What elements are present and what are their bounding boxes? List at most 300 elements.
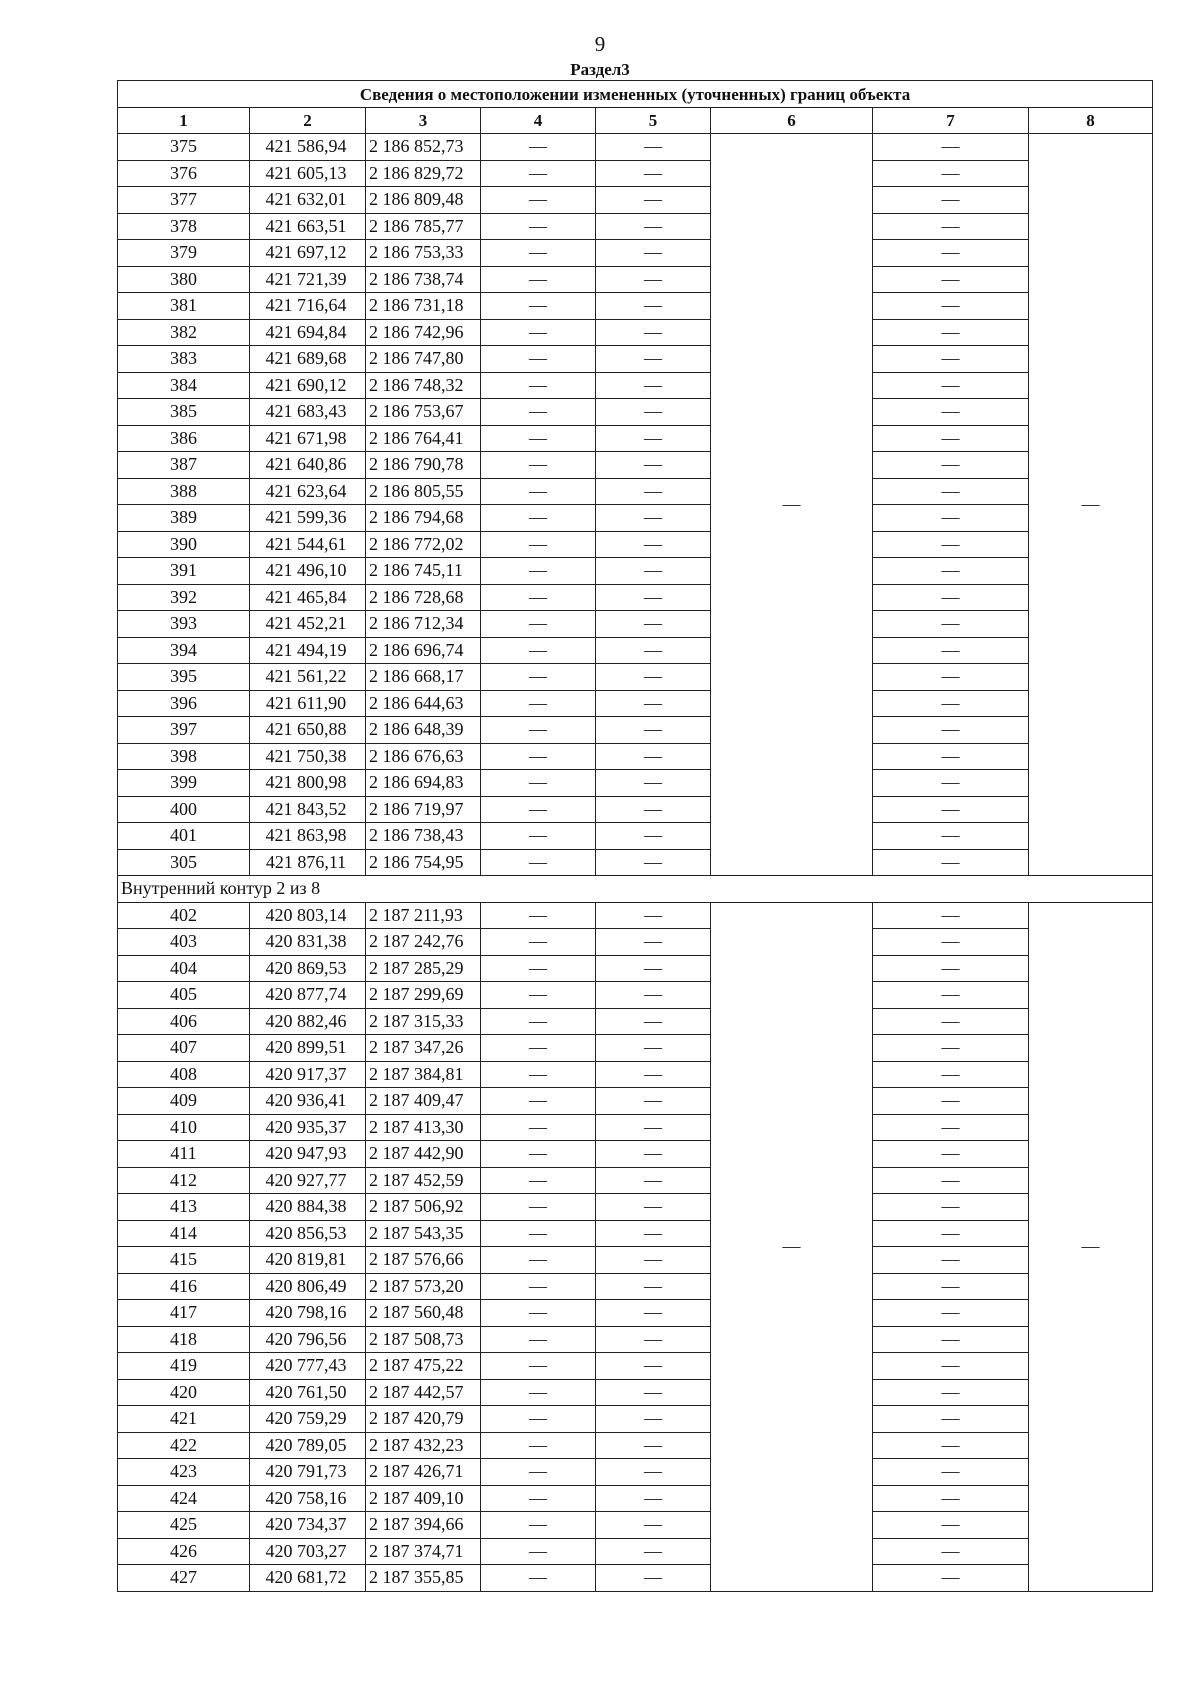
dash-cell: — [596, 531, 711, 558]
x-coordinate-cell: 421 494,19 [250, 637, 366, 664]
y-coordinate-cell: 2 186 772,02 [366, 531, 481, 558]
point-number-cell: 416 [118, 1273, 250, 1300]
dash-cell: — [481, 319, 596, 346]
y-coordinate-cell: 2 187 560,48 [366, 1300, 481, 1327]
point-number-cell: 418 [118, 1326, 250, 1353]
merged-column-8-cell: — [1029, 902, 1153, 1591]
dash-cell: — [481, 743, 596, 770]
dash-cell: — [873, 134, 1029, 161]
x-coordinate-cell: 421 586,94 [250, 134, 366, 161]
y-coordinate-cell: 2 186 764,41 [366, 425, 481, 452]
dash-cell: — [481, 1432, 596, 1459]
dash-cell: — [873, 929, 1029, 956]
x-coordinate-cell: 420 882,46 [250, 1008, 366, 1035]
dash-cell: — [481, 531, 596, 558]
dash-cell: — [481, 160, 596, 187]
dash-cell: — [873, 1379, 1029, 1406]
x-coordinate-cell: 421 605,13 [250, 160, 366, 187]
dash-cell: — [873, 770, 1029, 797]
x-coordinate-cell: 420 798,16 [250, 1300, 366, 1327]
y-coordinate-cell: 2 186 809,48 [366, 187, 481, 214]
table-row [118, 134, 1153, 161]
contour-label: Внутренний контур 2 из 8 [118, 876, 1153, 903]
table-row [118, 399, 1153, 426]
dash-cell: — [481, 1353, 596, 1380]
dash-cell: — [481, 505, 596, 532]
dash-cell: — [596, 1194, 711, 1221]
y-coordinate-cell: 2 187 299,69 [366, 982, 481, 1009]
dash-cell: — [596, 902, 711, 929]
dash-cell: — [873, 1114, 1029, 1141]
dash-cell: — [596, 849, 711, 876]
column-header: 4 [481, 108, 596, 134]
x-coordinate-cell: 420 759,29 [250, 1406, 366, 1433]
point-number-cell: 409 [118, 1088, 250, 1115]
dash-cell: — [596, 982, 711, 1009]
merged-column-8-cell: — [1029, 134, 1153, 876]
table-row [118, 1379, 1153, 1406]
x-coordinate-cell: 421 843,52 [250, 796, 366, 823]
dash-cell: — [873, 187, 1029, 214]
dash-cell: — [873, 1008, 1029, 1035]
y-coordinate-cell: 2 187 475,22 [366, 1353, 481, 1380]
point-number-cell: 398 [118, 743, 250, 770]
dash-cell: — [596, 770, 711, 797]
table-row [118, 690, 1153, 717]
dash-cell: — [873, 319, 1029, 346]
dash-cell: — [596, 346, 711, 373]
point-number-cell: 414 [118, 1220, 250, 1247]
dash-cell: — [596, 399, 711, 426]
point-number-cell: 404 [118, 955, 250, 982]
x-coordinate-cell: 420 927,77 [250, 1167, 366, 1194]
dash-cell: — [481, 1300, 596, 1327]
x-coordinate-cell: 421 640,86 [250, 452, 366, 479]
dash-cell: — [596, 478, 711, 505]
table-row [118, 1512, 1153, 1539]
dash-cell: — [596, 1406, 711, 1433]
table-row [118, 823, 1153, 850]
point-number-cell: 425 [118, 1512, 250, 1539]
table-row [118, 478, 1153, 505]
dash-cell: — [481, 584, 596, 611]
dash-cell: — [596, 796, 711, 823]
dash-cell: — [873, 293, 1029, 320]
point-number-cell: 399 [118, 770, 250, 797]
dash-cell: — [596, 743, 711, 770]
y-coordinate-cell: 2 187 409,47 [366, 1088, 481, 1115]
dash-cell: — [873, 611, 1029, 638]
y-coordinate-cell: 2 187 420,79 [366, 1406, 481, 1433]
point-number-cell: 393 [118, 611, 250, 638]
table-row [118, 717, 1153, 744]
table-row [118, 505, 1153, 532]
x-coordinate-cell: 421 694,84 [250, 319, 366, 346]
point-number-cell: 421 [118, 1406, 250, 1433]
dash-cell: — [596, 1088, 711, 1115]
table-row [118, 902, 1153, 929]
table-row [118, 1406, 1153, 1433]
y-coordinate-cell: 2 186 805,55 [366, 478, 481, 505]
dash-cell: — [481, 902, 596, 929]
dash-cell: — [481, 1088, 596, 1115]
dash-cell: — [873, 637, 1029, 664]
dash-cell: — [596, 213, 711, 240]
dash-cell: — [596, 1220, 711, 1247]
table-row [118, 955, 1153, 982]
dash-cell: — [481, 1485, 596, 1512]
x-coordinate-cell: 421 623,64 [250, 478, 366, 505]
table-row [118, 796, 1153, 823]
table-row [118, 293, 1153, 320]
dash-cell: — [596, 160, 711, 187]
y-coordinate-cell: 2 186 742,96 [366, 319, 481, 346]
dash-cell: — [873, 1220, 1029, 1247]
y-coordinate-cell: 2 187 508,73 [366, 1326, 481, 1353]
x-coordinate-cell: 420 856,53 [250, 1220, 366, 1247]
column-header: 3 [366, 108, 481, 134]
table-row [118, 743, 1153, 770]
table-row [118, 160, 1153, 187]
dash-cell: — [481, 187, 596, 214]
point-number-cell: 419 [118, 1353, 250, 1380]
dash-cell: — [596, 452, 711, 479]
dash-cell: — [481, 452, 596, 479]
dash-cell: — [873, 1432, 1029, 1459]
x-coordinate-cell: 420 777,43 [250, 1353, 366, 1380]
dash-cell: — [873, 399, 1029, 426]
dash-cell: — [596, 1326, 711, 1353]
dash-cell: — [596, 505, 711, 532]
table-row [118, 1114, 1153, 1141]
column-header: 5 [596, 108, 711, 134]
y-coordinate-cell: 2 186 738,74 [366, 266, 481, 293]
dash-cell: — [596, 823, 711, 850]
y-coordinate-cell: 2 187 211,93 [366, 902, 481, 929]
table-row [118, 319, 1153, 346]
table-row [118, 1141, 1153, 1168]
dash-cell: — [596, 1432, 711, 1459]
point-number-cell: 386 [118, 425, 250, 452]
dash-cell: — [873, 743, 1029, 770]
dash-cell: — [481, 770, 596, 797]
table-row [118, 1432, 1153, 1459]
table-row [118, 1194, 1153, 1221]
x-coordinate-cell: 420 899,51 [250, 1035, 366, 1062]
y-coordinate-cell: 2 186 794,68 [366, 505, 481, 532]
dash-cell: — [481, 611, 596, 638]
table-row [118, 664, 1153, 691]
table-row [118, 1008, 1153, 1035]
y-coordinate-cell: 2 186 668,17 [366, 664, 481, 691]
point-number-cell: 402 [118, 902, 250, 929]
x-coordinate-cell: 421 561,22 [250, 664, 366, 691]
dash-cell: — [596, 1008, 711, 1035]
table-row [118, 1485, 1153, 1512]
x-coordinate-cell: 420 884,38 [250, 1194, 366, 1221]
dash-cell: — [481, 664, 596, 691]
y-coordinate-cell: 2 186 728,68 [366, 584, 481, 611]
x-coordinate-cell: 420 789,05 [250, 1432, 366, 1459]
table-row [118, 982, 1153, 1009]
x-coordinate-cell: 420 947,93 [250, 1141, 366, 1168]
x-coordinate-cell: 421 611,90 [250, 690, 366, 717]
dash-cell: — [481, 213, 596, 240]
point-number-cell: 410 [118, 1114, 250, 1141]
y-coordinate-cell: 2 186 852,73 [366, 134, 481, 161]
dash-cell: — [596, 1300, 711, 1327]
x-coordinate-cell: 420 869,53 [250, 955, 366, 982]
point-number-cell: 422 [118, 1432, 250, 1459]
dash-cell: — [596, 1538, 711, 1565]
point-number-cell: 427 [118, 1565, 250, 1592]
point-number-cell: 408 [118, 1061, 250, 1088]
dash-cell: — [481, 637, 596, 664]
table-row [118, 1538, 1153, 1565]
table-row [118, 1035, 1153, 1062]
dash-cell: — [481, 558, 596, 585]
y-coordinate-cell: 2 187 374,71 [366, 1538, 481, 1565]
x-coordinate-cell: 421 671,98 [250, 425, 366, 452]
point-number-cell: 405 [118, 982, 250, 1009]
point-number-cell: 401 [118, 823, 250, 850]
dash-cell: — [481, 955, 596, 982]
y-coordinate-cell: 2 187 442,57 [366, 1379, 481, 1406]
dash-cell: — [481, 929, 596, 956]
y-coordinate-cell: 2 186 748,32 [366, 372, 481, 399]
dash-cell: — [596, 584, 711, 611]
y-coordinate-cell: 2 186 753,67 [366, 399, 481, 426]
point-number-cell: 413 [118, 1194, 250, 1221]
table-row [118, 637, 1153, 664]
table-row [118, 531, 1153, 558]
table-row [118, 1326, 1153, 1353]
dash-cell: — [481, 1141, 596, 1168]
dash-cell: — [596, 1379, 711, 1406]
x-coordinate-cell: 420 806,49 [250, 1273, 366, 1300]
table-row [118, 770, 1153, 797]
dash-cell: — [873, 1459, 1029, 1486]
dash-cell: — [873, 266, 1029, 293]
column-header: 2 [250, 108, 366, 134]
dash-cell: — [596, 293, 711, 320]
dash-cell: — [873, 1194, 1029, 1221]
table-row [118, 1300, 1153, 1327]
dash-cell: — [481, 1273, 596, 1300]
point-number-cell: 396 [118, 690, 250, 717]
table-row [118, 1247, 1153, 1274]
y-coordinate-cell: 2 187 432,23 [366, 1432, 481, 1459]
x-coordinate-cell: 421 750,38 [250, 743, 366, 770]
point-number-cell: 375 [118, 134, 250, 161]
dash-cell: — [596, 1141, 711, 1168]
column-header: 1 [118, 108, 250, 134]
table-row [118, 240, 1153, 267]
dash-cell: — [873, 505, 1029, 532]
point-number-cell: 417 [118, 1300, 250, 1327]
x-coordinate-cell: 421 697,12 [250, 240, 366, 267]
dash-cell: — [596, 1353, 711, 1380]
point-number-cell: 387 [118, 452, 250, 479]
dash-cell: — [873, 372, 1029, 399]
x-coordinate-cell: 420 831,38 [250, 929, 366, 956]
dash-cell: — [873, 1061, 1029, 1088]
x-coordinate-cell: 421 690,12 [250, 372, 366, 399]
table-row [118, 1459, 1153, 1486]
dash-cell: — [596, 134, 711, 161]
x-coordinate-cell: 420 681,72 [250, 1565, 366, 1592]
point-number-cell: 382 [118, 319, 250, 346]
y-coordinate-cell: 2 187 573,20 [366, 1273, 481, 1300]
dash-cell: — [481, 1406, 596, 1433]
x-coordinate-cell: 421 663,51 [250, 213, 366, 240]
x-coordinate-cell: 421 650,88 [250, 717, 366, 744]
dash-cell: — [873, 1300, 1029, 1327]
table-row [118, 372, 1153, 399]
y-coordinate-cell: 2 187 506,92 [366, 1194, 481, 1221]
x-coordinate-cell: 421 496,10 [250, 558, 366, 585]
dash-cell: — [596, 1247, 711, 1274]
dash-cell: — [481, 346, 596, 373]
column-header: 6 [711, 108, 873, 134]
table-row [118, 929, 1153, 956]
x-coordinate-cell: 421 683,43 [250, 399, 366, 426]
x-coordinate-cell: 421 876,11 [250, 849, 366, 876]
point-number-cell: 383 [118, 346, 250, 373]
column-header: 8 [1029, 108, 1153, 134]
dash-cell: — [481, 1194, 596, 1221]
dash-cell: — [481, 266, 596, 293]
dash-cell: — [873, 1406, 1029, 1433]
y-coordinate-cell: 2 187 285,29 [366, 955, 481, 982]
dash-cell: — [481, 1035, 596, 1062]
point-number-cell: 411 [118, 1141, 250, 1168]
y-coordinate-cell: 2 187 355,85 [366, 1565, 481, 1592]
dash-cell: — [873, 240, 1029, 267]
y-coordinate-cell: 2 187 347,26 [366, 1035, 481, 1062]
dash-cell: — [873, 1565, 1029, 1592]
table-row [118, 1273, 1153, 1300]
point-number-cell: 392 [118, 584, 250, 611]
dash-cell: — [481, 1008, 596, 1035]
dash-cell: — [596, 637, 711, 664]
dash-cell: — [481, 1538, 596, 1565]
dash-cell: — [873, 717, 1029, 744]
y-coordinate-cell: 2 187 452,59 [366, 1167, 481, 1194]
y-coordinate-cell: 2 186 738,43 [366, 823, 481, 850]
table-row [118, 1088, 1153, 1115]
dash-cell: — [873, 584, 1029, 611]
dash-cell: — [596, 1512, 711, 1539]
dash-cell: — [596, 558, 711, 585]
y-coordinate-cell: 2 187 242,76 [366, 929, 481, 956]
x-coordinate-cell: 421 632,01 [250, 187, 366, 214]
point-number-cell: 403 [118, 929, 250, 956]
dash-cell: — [481, 372, 596, 399]
point-number-cell: 406 [118, 1008, 250, 1035]
table-row [118, 1220, 1153, 1247]
point-number-cell: 305 [118, 849, 250, 876]
x-coordinate-cell: 421 800,98 [250, 770, 366, 797]
dash-cell: — [596, 664, 711, 691]
x-coordinate-cell: 420 758,16 [250, 1485, 366, 1512]
table-row [118, 1353, 1153, 1380]
dash-cell: — [596, 187, 711, 214]
point-number-cell: 388 [118, 478, 250, 505]
table-row [118, 213, 1153, 240]
x-coordinate-cell: 420 819,81 [250, 1247, 366, 1274]
y-coordinate-cell: 2 187 413,30 [366, 1114, 481, 1141]
dash-cell: — [481, 293, 596, 320]
contour-row [118, 876, 1153, 903]
point-number-cell: 378 [118, 213, 250, 240]
x-coordinate-cell: 421 452,21 [250, 611, 366, 638]
dash-cell: — [873, 1512, 1029, 1539]
table-row [118, 266, 1153, 293]
x-coordinate-cell: 420 936,41 [250, 1088, 366, 1115]
y-coordinate-cell: 2 187 576,66 [366, 1247, 481, 1274]
y-coordinate-cell: 2 186 785,77 [366, 213, 481, 240]
dash-cell: — [873, 690, 1029, 717]
y-coordinate-cell: 2 187 442,90 [366, 1141, 481, 1168]
point-number-cell: 389 [118, 505, 250, 532]
table-row [118, 1167, 1153, 1194]
page-number: 9 [594, 32, 606, 56]
y-coordinate-cell: 2 187 426,71 [366, 1459, 481, 1486]
dash-cell: — [596, 1459, 711, 1486]
dash-cell: — [596, 1035, 711, 1062]
table-row [118, 849, 1153, 876]
point-number-cell: 384 [118, 372, 250, 399]
dash-cell: — [481, 690, 596, 717]
y-coordinate-cell: 2 186 712,34 [366, 611, 481, 638]
point-number-cell: 420 [118, 1379, 250, 1406]
dash-cell: — [873, 664, 1029, 691]
point-number-cell: 385 [118, 399, 250, 426]
y-coordinate-cell: 2 187 315,33 [366, 1008, 481, 1035]
dash-cell: — [873, 902, 1029, 929]
x-coordinate-cell: 420 803,14 [250, 902, 366, 929]
column-header: 7 [873, 108, 1029, 134]
point-number-cell: 395 [118, 664, 250, 691]
x-coordinate-cell: 420 703,27 [250, 1538, 366, 1565]
point-number-cell: 390 [118, 531, 250, 558]
y-coordinate-cell: 2 186 719,97 [366, 796, 481, 823]
table-row [118, 346, 1153, 373]
y-coordinate-cell: 2 187 409,10 [366, 1485, 481, 1512]
dash-cell: — [873, 1353, 1029, 1380]
y-coordinate-cell: 2 187 384,81 [366, 1061, 481, 1088]
point-number-cell: 381 [118, 293, 250, 320]
dash-cell: — [873, 213, 1029, 240]
dash-cell: — [481, 849, 596, 876]
y-coordinate-cell: 2 186 696,74 [366, 637, 481, 664]
dash-cell: — [596, 266, 711, 293]
y-coordinate-cell: 2 186 829,72 [366, 160, 481, 187]
table-row [118, 611, 1153, 638]
dash-cell: — [596, 611, 711, 638]
merged-column-6-cell: — [711, 134, 873, 876]
dash-cell: — [873, 955, 1029, 982]
dash-cell: — [596, 425, 711, 452]
point-number-cell: 397 [118, 717, 250, 744]
dash-cell: — [596, 1061, 711, 1088]
dash-cell: — [481, 1061, 596, 1088]
dash-cell: — [481, 1220, 596, 1247]
x-coordinate-cell: 420 761,50 [250, 1379, 366, 1406]
x-coordinate-cell: 420 877,74 [250, 982, 366, 1009]
point-number-cell: 415 [118, 1247, 250, 1274]
